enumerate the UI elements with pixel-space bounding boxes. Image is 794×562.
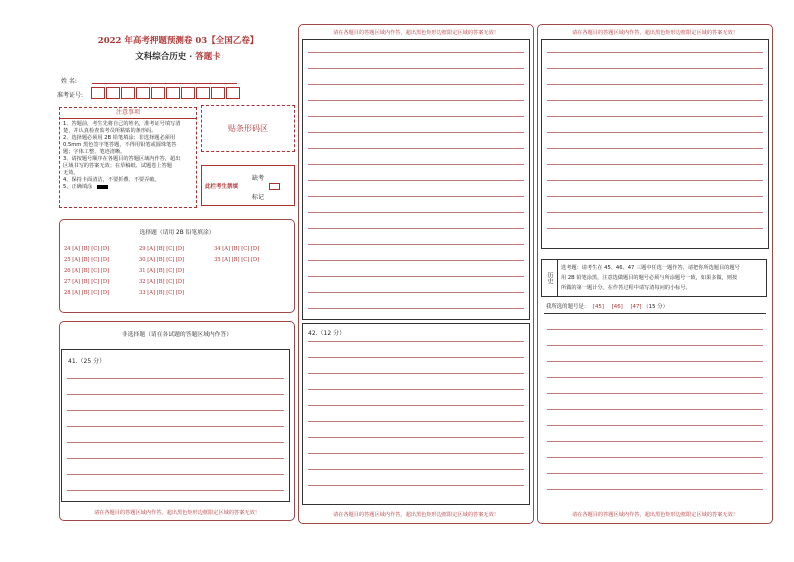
id-number-grid[interactable]: [91, 87, 241, 99]
answer-line[interactable]: [547, 84, 763, 85]
answer-line[interactable]: [547, 52, 763, 53]
answer-line[interactable]: [308, 116, 524, 117]
answer-line[interactable]: [308, 341, 524, 342]
notes-line: 3、请按题号顺序在各题目的答题区域内作答，超出: [63, 156, 181, 162]
notes-title: 注意事项: [60, 108, 196, 119]
selected-label: 我所选的题号是：: [546, 304, 590, 310]
option-45[interactable]: [45]: [592, 304, 604, 310]
answer-line[interactable]: [547, 425, 763, 426]
id-cell[interactable]: [196, 87, 210, 99]
answer-line[interactable]: [308, 228, 524, 229]
option-47[interactable]: [47]: [630, 304, 642, 310]
answer-line[interactable]: [308, 276, 524, 277]
answer-line[interactable]: [67, 378, 284, 379]
notes-box: [59, 107, 197, 208]
answer-line[interactable]: [308, 357, 524, 358]
notes-line: 4、保持卡面清洁，不要折叠、不要弄破。: [63, 177, 160, 183]
answer-line[interactable]: [547, 100, 763, 101]
answer-line[interactable]: [547, 196, 763, 197]
answer-line[interactable]: [308, 68, 524, 69]
answer-line[interactable]: [547, 68, 763, 69]
answer-line[interactable]: [308, 373, 524, 374]
filled-sample-mark: [97, 185, 108, 189]
answer-line[interactable]: [547, 489, 763, 490]
answer-line[interactable]: [547, 148, 763, 149]
mc-row[interactable]: 28 [A] [B] [C] [D]: [64, 290, 110, 296]
absent-checkbox[interactable]: [269, 183, 280, 190]
notes-line: 楚，并认真检查监考员所粘贴的条形码。: [63, 128, 157, 134]
id-cell[interactable]: [106, 87, 120, 99]
exam-title: 2022 年高考押题预测卷 03【全国乙卷】: [97, 36, 259, 46]
answer-line[interactable]: [544, 313, 766, 314]
answer-line[interactable]: [547, 473, 763, 474]
answer-line[interactable]: [547, 393, 763, 394]
answer-line[interactable]: [67, 394, 284, 395]
option-46[interactable]: [46]: [611, 304, 623, 310]
exam-subtitle: 文科综合历史 · 答题卡: [135, 52, 221, 62]
answer-line[interactable]: [308, 485, 524, 486]
answer-line[interactable]: [308, 52, 524, 53]
answer-line[interactable]: [547, 116, 763, 117]
elective-instruction-line: 选考题：请考生在 45、46、47 三题中任选一题作答，请把你所选题目的题号: [561, 265, 740, 271]
elective-selection-row: [546, 302, 668, 310]
answer-line[interactable]: [547, 228, 763, 229]
boundary-warning: 请在各题目的答题区域内作答，超出黑色矩形边框限定区域的答案无效！: [571, 512, 738, 518]
answer-line[interactable]: [67, 426, 284, 427]
mc-row[interactable]: 25 [A] [B] [C] [D]: [64, 257, 110, 263]
answer-line[interactable]: [67, 458, 284, 459]
answer-line[interactable]: [308, 132, 524, 133]
answer-line[interactable]: [308, 437, 524, 438]
mc-row[interactable]: 31 [A] [B] [C] [D]: [139, 268, 185, 274]
boundary-warning: 请在各题目的答题区域内作答，超出黑色矩形边框限定区域的答案无效！: [332, 30, 499, 36]
answer-line[interactable]: [547, 180, 763, 181]
boundary-warning: 请在各题目的答题区域内作答，超出黑色矩形边框限定区域的答案无效！: [571, 30, 738, 36]
elective-score: （15 分）: [643, 304, 668, 310]
name-label: 姓 名:: [61, 78, 77, 85]
answer-line[interactable]: [308, 244, 524, 245]
name-field[interactable]: [92, 83, 237, 84]
answer-line[interactable]: [308, 389, 524, 390]
notes-line: 题；字体工整、笔迹清晰。: [63, 149, 126, 155]
answer-line[interactable]: [547, 361, 763, 362]
mc-row[interactable]: 24 [A] [B] [C] [D]: [64, 246, 110, 252]
id-cell[interactable]: [151, 87, 165, 99]
multiple-choice-box: [59, 219, 295, 313]
q42-answer-area[interactable]: [302, 323, 530, 505]
answer-line[interactable]: [308, 260, 524, 261]
notes-line: 区域书写的答案无效；在草稿纸、试题卷上答题: [63, 163, 172, 169]
answer-line[interactable]: [547, 441, 763, 442]
elective-instruction-line: 用 2B 铅笔涂黑，注意选做题目的题号必须与所涂题号一致，如果多做，则按: [561, 275, 738, 281]
notes-line: 1、答题前，考生先将自己的姓名，准考证号填写清: [63, 121, 181, 127]
answer-line[interactable]: [308, 469, 524, 470]
mc-row[interactable]: 30 [A] [B] [C] [D]: [139, 257, 185, 263]
id-cell[interactable]: [136, 87, 150, 99]
id-cell[interactable]: [211, 87, 225, 99]
absent-note: 此栏考生禁填: [205, 184, 239, 190]
answer-line[interactable]: [308, 405, 524, 406]
mc-title: 选择题（请用 2B 铅笔填涂）: [139, 230, 215, 236]
absent-box: [201, 165, 295, 206]
id-cell[interactable]: [91, 87, 105, 99]
q42-continued-area[interactable]: [541, 39, 769, 249]
boundary-warning: 请在各题目的答题区域内作答，超出黑色矩形边框限定区域的答案无效！: [93, 510, 260, 516]
boundary-warning: 请在各题目的答题区域内作答，超出黑色矩形边框限定区域的答案无效！: [332, 512, 499, 518]
id-cell[interactable]: [166, 87, 180, 99]
answer-line[interactable]: [547, 457, 763, 458]
notes-line: 无效。: [63, 170, 79, 176]
mc-row[interactable]: 26 [A] [B] [C] [D]: [64, 268, 110, 274]
answer-line[interactable]: [547, 409, 763, 410]
answer-line[interactable]: [308, 292, 524, 293]
answer-line[interactable]: [67, 410, 284, 411]
notes-line: 5、正确填涂: [63, 184, 180, 191]
notes-line: 0.5mm 黑色签字笔答题，不得用铅笔或圆珠笔答: [63, 142, 177, 148]
elective-instruction-line: 所做的第一题计分。在作答过程中请写清每问的小标号。: [561, 285, 691, 291]
answer-line[interactable]: [547, 164, 763, 165]
q41-label: 41.（25 分）: [68, 358, 106, 365]
answer-line[interactable]: [308, 421, 524, 422]
answer-line[interactable]: [308, 100, 524, 101]
answer-line[interactable]: [67, 474, 284, 475]
absent-mark-label: 标记: [252, 194, 265, 201]
answer-line[interactable]: [547, 329, 763, 330]
answer-line[interactable]: [67, 490, 284, 491]
mc-row[interactable]: 35 [A] [B] [C] [D]: [214, 257, 260, 263]
id-cell[interactable]: [226, 87, 240, 99]
id-cell[interactable]: [121, 87, 135, 99]
mc-row[interactable]: 29 [A] [B] [C] [D]: [139, 246, 185, 252]
non-choice-title: 非选择题（请在各试题的答题区域内作答）: [121, 332, 233, 338]
barcode-area: [201, 105, 295, 152]
answer-line[interactable]: [308, 196, 524, 197]
elective-subject: 历史: [542, 260, 558, 296]
answer-line[interactable]: [308, 308, 524, 309]
answer-line[interactable]: [547, 132, 763, 133]
mc-row[interactable]: 27 [A] [B] [C] [D]: [64, 279, 110, 285]
barcode-label: 贴条形码区: [228, 124, 268, 133]
answer-line[interactable]: [308, 212, 524, 213]
mc-row[interactable]: 32 [A] [B] [C] [D]: [139, 279, 185, 285]
answer-line[interactable]: [547, 345, 763, 346]
answer-line[interactable]: [308, 164, 524, 165]
notes-line: 2、选择题必须用 2B 铅笔填涂；非选择题必须用: [63, 135, 176, 141]
id-label: 准考证号:: [57, 92, 84, 99]
elective-instructions: [541, 259, 767, 297]
answer-line[interactable]: [547, 212, 763, 213]
answer-line[interactable]: [308, 453, 524, 454]
mc-row[interactable]: 34 [A] [B] [C] [D]: [214, 246, 260, 252]
answer-line[interactable]: [308, 84, 524, 85]
mc-row[interactable]: 33 [A] [B] [C] [D]: [139, 290, 185, 296]
q42-label: 42.（12 分）: [308, 330, 346, 337]
answer-line[interactable]: [308, 148, 524, 149]
answer-line[interactable]: [547, 377, 763, 378]
id-cell[interactable]: [181, 87, 195, 99]
answer-line[interactable]: [308, 180, 524, 181]
absent-label: 缺考: [252, 175, 265, 182]
answer-line[interactable]: [67, 442, 284, 443]
